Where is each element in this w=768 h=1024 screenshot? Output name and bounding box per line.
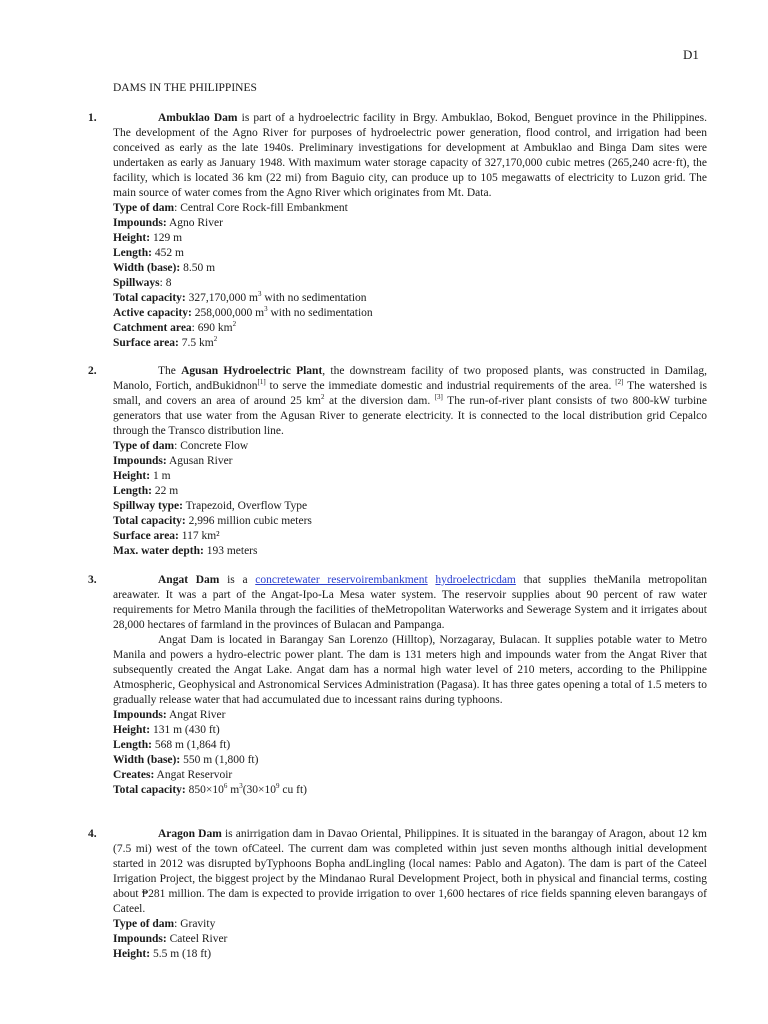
dam-entry-angat <box>88 573 708 798</box>
entry-description-continued: Angat Dam is located in Barangay San Lorenzo (Hilltop), Norzagaray, Bulacan. It supplies potable water to Metro Manila and powers a hydro-electric power plant. The dam is 131 meters high and impounds water from the Angat River that subsequently created the Angat Lake. Angat dam has a normal high water level of 210 meters, according to the Philippine Atmospheric, Geophysical and Astronomical Services Administration (Pagasa). It has three gates opening a total of 1.5 meters to gradually release water that had accumulated due to incessant rains during typhoons. <box>113 634 707 706</box>
entry-description: Aragon Dam is anirrigation dam in Davao Oriental, Philippines. It is situated in the barangay of Aragon, about 12 km (7.5 mi) west of the town ofCateel. The current dam was completed within just seven months although initial development started in 2012 was disrupted byTyphoons Bopha andLingling (local names: Pablo and Agaton). The dam is part of the Cateel Irrigation Project, the biggest project by the Mindanao Rural Development Project, both in physical and financial terms, costing about ₱281 million. The dam is expected to provide irrigation to over 1,600 hectares of rice fields spanning eleven barangays of Cateel. <box>113 828 707 915</box>
dam-entry-ambuklao <box>88 111 707 351</box>
field-type-of-dam: Type of dam: Concrete Flow <box>113 440 249 452</box>
field-creates: Creates: Angat Reservoir <box>113 769 233 781</box>
concrete-water-reservoir-embankment-link[interactable]: concretewater reservoirembankment <box>255 574 428 586</box>
field-total-capacity: Total capacity: 327,170,000 $m^3$ with no sedimentation <box>113 290 367 304</box>
field-active-capacity: Active capacity: 258,000,000 $m^3$ with no sedimentation <box>113 305 373 319</box>
field-height: Height: 1 m <box>113 470 171 482</box>
field-length: Length: 22 m <box>113 485 179 497</box>
field-surface-area: Surface area: 7.5 $km^2$ <box>113 335 218 349</box>
field-height: Height: 129 m <box>113 232 183 244</box>
dam-name: Aragon Dam <box>158 828 222 840</box>
hydroelectric-dam-link[interactable]: hydroelectricdam <box>435 574 516 586</box>
field-width-base: Width (base): 550 m (1,800 ft) <box>113 754 259 766</box>
field-length: Length: 568 m (1,864 ft) <box>113 739 231 751</box>
entry-number: 4. <box>88 828 97 840</box>
field-list <box>113 917 707 962</box>
field-spillway-type: Spillway type: Trapezoid, Overflow Type <box>113 500 308 512</box>
page-id: D1 <box>683 47 699 62</box>
field-spillways: Spillways: 8 <box>113 277 172 289</box>
entry-number: 1. <box>88 112 97 124</box>
field-type-of-dam: Type of dam: Gravity <box>113 918 216 930</box>
field-impounds: Impounds: Cateel River <box>113 933 228 945</box>
field-impounds: Impounds: Agno River <box>113 217 223 229</box>
field-impounds: Impounds: Agusan River <box>113 455 233 467</box>
field-length: Length: 452 m <box>113 247 184 259</box>
field-surface-area: Surface area: 117 km² <box>113 530 220 542</box>
document-title: DAMS IN THE PHILIPPINES <box>113 82 257 94</box>
field-max-water-depth: Max. water depth: 193 meters <box>113 545 258 557</box>
field-catchment-area: Catchment area: 690 $km^2$ <box>113 320 237 334</box>
entry-number: 2. <box>88 365 97 377</box>
field-list <box>113 201 707 351</box>
reference-marker: [2] <box>615 378 624 387</box>
field-height: Height: 5.5 m (18 ft) <box>113 948 212 960</box>
dam-entry-aragon <box>88 827 707 962</box>
field-total-capacity: Total capacity: $850\times 10^6$ $m^3(30\times 10^9$ cu ft) <box>113 782 307 796</box>
dam-entry-agusan <box>88 364 707 559</box>
field-total-capacity: Total capacity: 2,996 million cubic meters <box>113 515 312 527</box>
entry-description: Ambuklao Dam is part of a hydroelectric facility in Brgy. Ambuklao, Bokod, Benguet province in the Philippines. The development of the Agno River for purposes of hydroelectric power generation, flood control, and irrigation had been conceived as early as the late 1940s. Preliminary investigations for development at Ambuklao and Binga Dam sites were undertaken as early as January 1948. With maximum water storage capacity of 327,170,000 cubic metres (265,240 acre·ft), the facility, which is located 36 km (22 mi) from Baguio city, can produce up to 105 megawatts of electricity to Luzon grid. The main source of water comes from the Agno River which originates from Mt. Data. <box>113 112 707 199</box>
field-list <box>113 439 707 559</box>
dam-name: Ambuklao Dam <box>158 112 238 124</box>
field-list <box>113 708 707 798</box>
dam-name: Angat Dam <box>158 574 220 586</box>
field-height: Height: 131 m (430 ft) <box>113 724 220 736</box>
entry-number: 3. <box>88 574 97 586</box>
dam-name: Agusan Hydroelectric Plant <box>181 365 323 377</box>
field-type-of-dam: Type of dam: Central Core Rock-fill Embankment <box>113 202 348 214</box>
entry-description: Angat Dam is a concretewater reservoirembankment hydroelectricdam that supplies theManila metropolitan areawater. It was a part of the Angat-Ipo-La Mesa water system. The reservoir supplies about 90 percent of raw water requirements for Metro Manila through the facilities of theMetropolitan Waterworks and Sewerage System and it irrigates about 28,000 hectares of farmland in the provinces of Bulacan and Pampanga. <box>113 574 708 631</box>
reference-marker: [1] <box>257 378 266 387</box>
field-width-base: Width (base): 8.50 m <box>113 262 216 274</box>
reference-marker: [3] <box>434 393 443 402</box>
entry-description: The Agusan Hydroelectric Plant, the downstream facility of two proposed plants, was constructed in Damilag, Manolo, Fortich, andBukidnon[1] to serve the immediate domestic and industrial requirements of the area. [2] The watershed is small, and covers an area of around 25 $km^2$ at the diversion dam. [3] The run-of-river plant consists of two 800-kW turbine generators that use water from the Agusan River to generate electricity. It is connected to the local distribution grid Cepalco through the Transco distribution line. <box>113 365 707 437</box>
field-impounds: Impounds: Angat River <box>113 709 226 721</box>
